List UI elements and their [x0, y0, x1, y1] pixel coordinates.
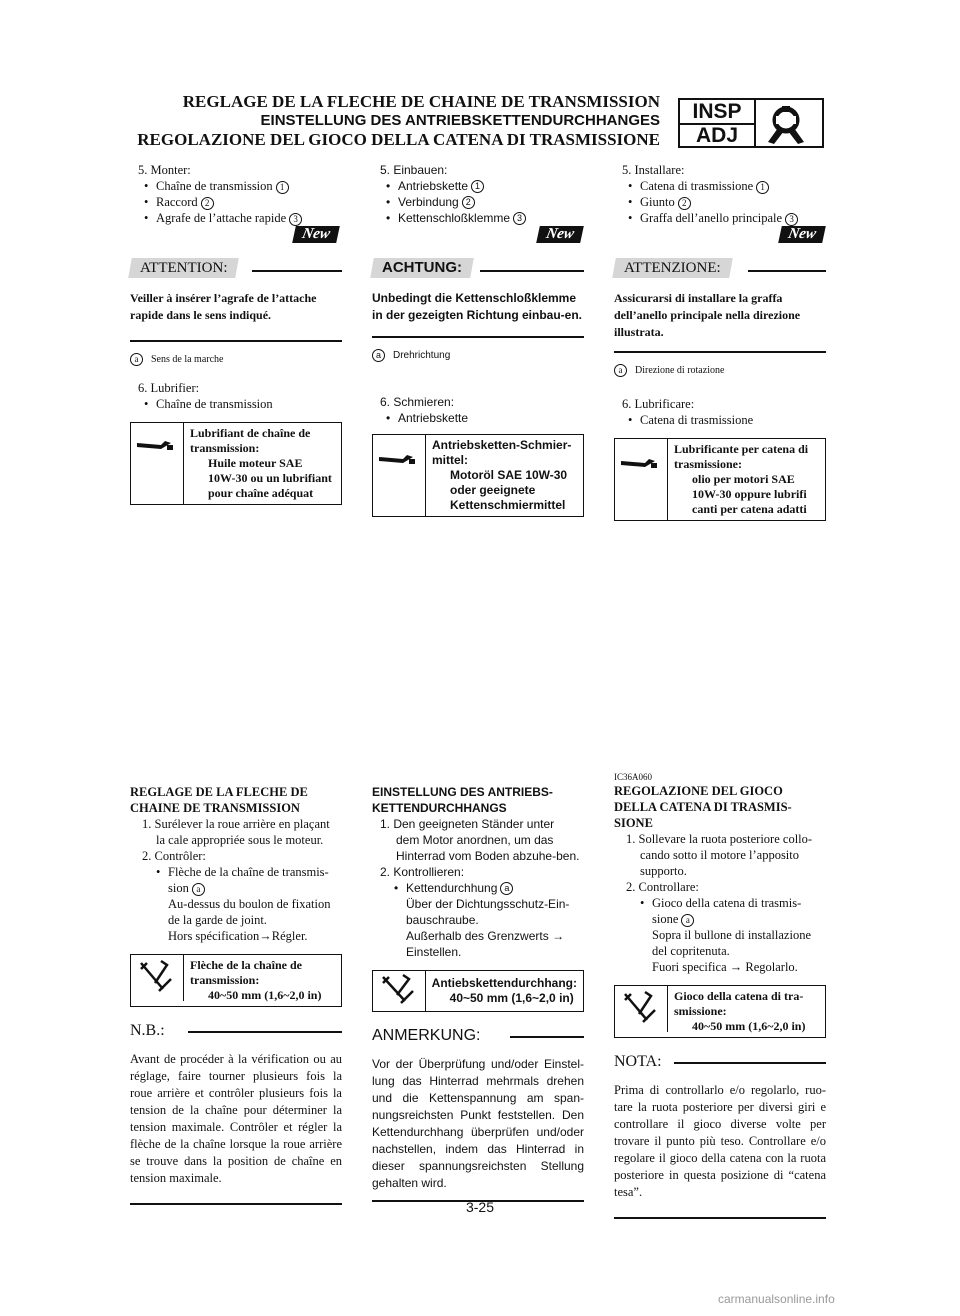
section-badge — [678, 98, 824, 148]
warning-label: ACHTUNG: — [370, 258, 474, 278]
note-a: a Direzione di rotazione — [614, 363, 826, 379]
oil-can-icon — [615, 439, 668, 520]
it-warning — [614, 258, 826, 379]
note-label: ANMERKUNG: — [372, 1027, 481, 1044]
it-adjust-section: IC36A060 REGOLAZIONE DEL GIOCO DELLA CATENA DI TRASMIS- SIONE 1. Sollevare la ruota posteriore collo- cando sotto il motore l’apposito supporto. 2. Controllare: • Gioco della catena di trasmis- sione a Sopra il bullone di installazione del copritenuta. Fuori specifica → Regolarlo. Gioco della catena di tra- smissione: 40~50 mm (1,6~2,0 in) NOTA: Prima di controllarlo e/o regolarlo, ruo-tare la ruota posteriore per diversi giri e controllare il gioco diverse volte per trovare il punto più teso. Controllare e/o regolare il gioco della catena con la ruota posteriore in questa posizione di “catena tesa”. — [614, 772, 826, 1219]
page-header-titles — [120, 92, 660, 149]
list-item: • Giunto 2 — [640, 194, 826, 210]
wrench-icon — [615, 986, 668, 1032]
de-step5: 5. Einbauen: — [380, 163, 448, 177]
note-a: a Drehrichtung — [372, 348, 584, 364]
section-title: REGLAGE DE LA FLECHE DE — [130, 785, 308, 799]
list-item: • Graffa dell’anello principale 3 — [640, 210, 826, 226]
oil-can-icon — [373, 435, 426, 516]
note-text: Avant de procéder à la vérification ou au réglage, faire tourner plusieurs fois la roue arrière et contrôler plusieurs fois la tension de la chaîne pour déterminer la tension maximale. Contrôler et régler la flèche de la chaîne lorsque la roue arrière se trouve dans la position de chaîne en tension maximale. — [130, 1052, 342, 1185]
note-text: Vor der Überprüfung und/oder Einstel-lung das Hinterrad mehrmals drehen und die Kettenspannung am span-nungsreichsten Punkt feststellen. Den Kettendurchhang überprüfen und/oder nachstellen, indem das Hinterrad in dieser spannungsreichsten Stellung gehalten wird. — [372, 1057, 584, 1190]
de-install-section — [372, 162, 584, 226]
it-install-section — [614, 162, 826, 226]
tools-icon — [756, 100, 822, 146]
list-item: • Chaîne de transmission — [156, 396, 342, 412]
title-french: REGLAGE DE LA FLECHE DE CHAINE DE TRANSMISSION — [182, 92, 660, 111]
fr-warning — [130, 258, 342, 368]
note-a: a Sens de la marche — [130, 352, 342, 368]
list-item: • Antriebskette 1 — [398, 178, 584, 194]
fr-step5: 5. Monter: — [138, 163, 191, 177]
section-title: EINSTELLUNG DES ANTRIEBS- — [372, 785, 553, 799]
it-step5: 5. Installare: — [622, 163, 685, 177]
warning-text: Veiller à insérer l’agrafe de l’attache rapide dans le sens indiqué. — [130, 291, 317, 322]
watermark: carmanualsonline.info — [718, 1292, 835, 1306]
list-item: • Agrafe de l’attache rapide 3 — [156, 210, 342, 226]
lubricant-spec-box: Lubrificante per catena di trasmissione: olio per motori SAE 10W-30 oppure lubrifi canti per catena adatti — [614, 438, 826, 521]
lubricant-spec-box: Antriebsketten-Schmier- mittel: Motoröl SAE 10W-30 oder geeignete Kettenschmiermittel — [372, 434, 584, 517]
new-badge: New — [292, 226, 340, 243]
new-badge: New — [536, 226, 584, 243]
section-code: IC36A060 — [614, 772, 652, 782]
de-step6: 6. Schmieren: — [380, 395, 455, 409]
spec-box: Gioco della catena di tra- smissione: 40~50 mm (1,6~2,0 in) — [614, 985, 826, 1038]
wrench-icon — [373, 971, 426, 1011]
title-german: EINSTELLUNG DES ANTRIEBSKETTENDURCHHANGES — [260, 112, 660, 129]
spec-box: Antiebskettendurchhang: 40~50 mm (1,6~2,0 in) — [372, 970, 584, 1012]
de-adjust-section: EINSTELLUNG DES ANTRIEBS- KETTENDURCHHANGS 1. Den geeigneten Ständer unter dem Motor anordnen, um das Hinterrad vom Boden abzuhe-ben. 2. Kontrollieren: • Kettendurchhung a Über der Dichtungsschutz-Ein-bauschraube. Außerhalb des Grenzwerts → Einstellen. Antiebskettendurchhang: 40~50 mm (1,6~2,0 in) ANMERKUNG: Vor der Überprüfung und/oder Einstel-lung das Hinterrad mehrmals drehen und die Kettenspannung am span-nungsreichsten Punkt feststellen. Den Kettendurchhang überprüfen und/oder nachstellen, indem das Hinterrad in dieser spannungsreichsten Stellung gehalten wird. — [372, 784, 584, 1202]
wrench-icon — [131, 955, 184, 1001]
it-lubricate — [614, 396, 826, 521]
warning-text: Assicurarsi di installare la graffa dell’anello principale nella direzione illustrata. — [614, 291, 801, 339]
list-item: • Antriebskette — [398, 410, 584, 426]
fr-lubricate — [130, 380, 342, 505]
section-badge-adj: ADJ — [680, 124, 756, 147]
lubricant-spec-box: Lubrifiant de chaîne de transmission: Huile moteur SAE 10W-30 ou un lubrifiant pour chaîne adéquat — [130, 422, 342, 505]
fr-install-section — [130, 162, 342, 226]
list-item: • Raccord 2 — [156, 194, 342, 210]
section-badge-insp: INSP — [680, 100, 756, 125]
title-italian: REGOLAZIONE DEL GIOCO DELLA CATENA DI TRASMISSIONE — [137, 130, 660, 149]
list-item: • Verbindung 2 — [398, 194, 584, 210]
list-item: • Kettenschloßklemme 3 — [398, 210, 584, 226]
spec-box: Flèche de la chaîne de transmission: 40~50 mm (1,6~2,0 in) — [130, 954, 342, 1007]
de-warning — [372, 258, 584, 364]
new-badge: New — [778, 226, 826, 243]
fr-adjust-section: REGLAGE DE LA FLECHE DE CHAINE DE TRANSMISSION 1. Surélever la roue arrière en plaçant la cale appropriée sous le moteur. 2. Contrôler: • Flèche de la chaîne de transmis- sion a Au-dessus du boulon de fixation de la garde de joint. Hors spécification→Régler. Flèche de la chaîne de transmission: 40~50 mm (1,6~2,0 in) N.B.: Avant de procéder à la vérification ou au réglage, faire tourner plusieurs fois la roue arrière et contrôler plusieurs fois la tension de la chaîne pour déterminer la tension maximale. Contrôler et régler la flèche de la chaîne lorsque la roue arrière se trouve dans la position de chaîne en tension maximale. — [130, 784, 342, 1205]
warning-label: ATTENZIONE: — [612, 258, 732, 278]
fr-step6: 6. Lubrifier: — [138, 381, 200, 395]
de-lubricate — [372, 394, 584, 517]
section-title: REGOLAZIONE DEL GIOCO — [614, 784, 783, 798]
list-item: • Chaîne de transmission 1 — [156, 178, 342, 194]
warning-text: Unbedingt die Kettenschloßklemme in der gezeigten Richtung einbau-en. — [372, 291, 583, 322]
oil-can-icon — [131, 423, 184, 504]
page-number: 3-25 — [465, 1199, 495, 1215]
warning-label: ATTENTION: — [128, 258, 239, 278]
note-label: N.B.: — [130, 1022, 165, 1039]
note-text: Prima di controllarlo e/o regolarlo, ruo-tare la ruota posteriore per diversi giri e controllare il gioco diverse volte per trovare il punto più teso. Controllare e/o regolare il gioco della catena con la ruota posteriore in questa posizione di “catena tesa”. — [614, 1083, 826, 1199]
it-step6: 6. Lubrificare: — [622, 397, 695, 411]
list-item: • Catena di trasmissione 1 — [640, 178, 826, 194]
list-item: • Catena di trasmissione — [640, 412, 826, 428]
note-label: NOTA: — [614, 1053, 662, 1070]
